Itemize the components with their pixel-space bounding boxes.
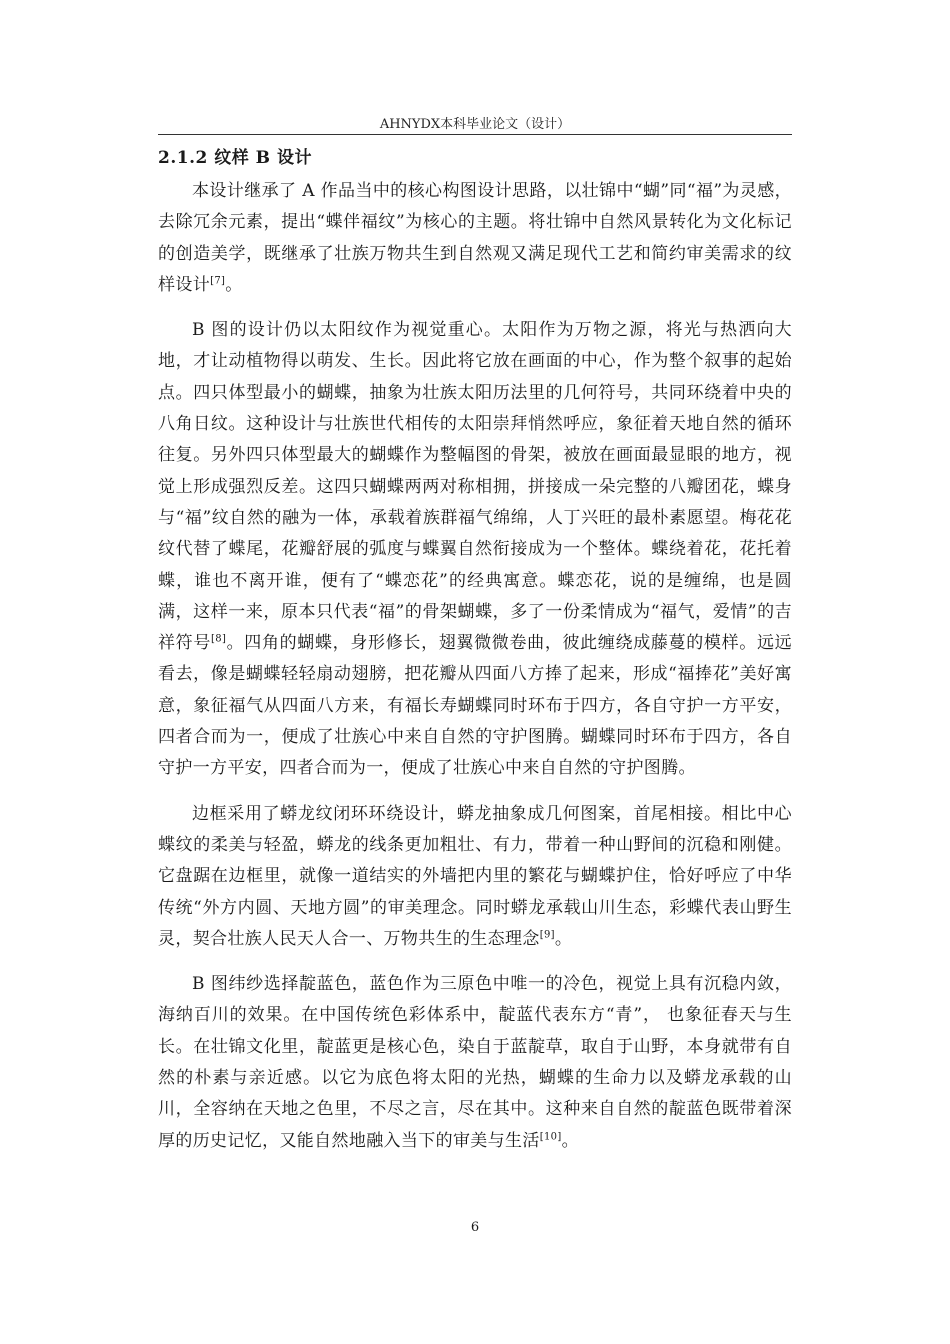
citation: [9] bbox=[539, 929, 555, 941]
paragraph-4 bbox=[158, 969, 792, 1157]
body-text bbox=[158, 176, 792, 1171]
paragraph-3 bbox=[158, 799, 792, 955]
header-rule bbox=[158, 134, 792, 135]
paragraph-text: 边框采用了蟒龙纹闭环环绕设计，蟒龙抽象成几何图案，首尾相接。相比中心蝶纹的柔美与轻盈，蟒龙的线条更加粗壮、有力，带着一种山野间的沉稳和刚健。它盘踞在边框里，就像一道结实的外墙把内里的繁花与蝴蝶护住，恰好呼应了中华传统“外方内圆、天地方圆”的审美理念。同时蟒龙承载山川生态，彩蝶代表山野生灵，契合壮族人民天人合一、万物共生的生态理念 bbox=[158, 803, 792, 949]
paragraph-tail: 。 bbox=[225, 274, 243, 295]
paragraph-tail: 。 bbox=[561, 1130, 579, 1151]
paragraph-2 bbox=[158, 315, 792, 784]
paragraph-tail: 。四角的蝴蝶，身形修长，翅翼微微卷曲，彼此缠绕成藤蔓的模样。远远看去，像是蝴蝶轻轻扇动翅膀，把花瓣从四面八方捧了起来，形成“福捧花”美好寓意，象征福气从四面八方来，有福长寿蝴蝶同时环布于四方，各自守护一方平安，四者合而为一，便成了壮族心中来自自然的守护图腾。蝴蝶同时环布于四方，各自守护一方平安，四者合而为一，便成了壮族心中来自自然的守护图腾。 bbox=[158, 633, 792, 779]
paragraph-text: 本设计继承了 A 作品当中的核心构图设计思路，以壮锦中“蝴”同“福”为灵感，去除冗余元素，提出“蝶伴福纹”为核心的主题。将壮锦中自然风景转化为文化标记的创造美学，既继承了壮族万物共生到自然观又满足现代工艺和简约审美需求的纹样设计 bbox=[158, 181, 792, 295]
paragraph-tail: 。 bbox=[554, 928, 573, 949]
page-number: 6 bbox=[470, 1220, 480, 1235]
paragraph-1 bbox=[158, 176, 792, 301]
citation: [10] bbox=[539, 1130, 562, 1142]
paragraph-text: B 图的设计仍以太阳纹作为视觉重心。太阳作为万物之源，将光与热洒向大地，才让动植物得以萌发、生长。因此将它放在画面的中心，作为整个叙事的起始点。四只体型最小的蝴蝶，抽象为壮族太阳历法里的几何符号，共同环绕着中央的八角日纹。这种设计与壮族世代相传的太阳崇拜悄然呼应，象征着天地自然的循环往复。另外四只体型最大的蝴蝶作为整幅图的骨架，被放在画面最显眼的地方，视觉上形成强烈反差。这四只蝴蝶两两对称相拥，拼接成一朵完整的八瓣团花，蝶身与“福”纹自然的融为一体，承载着族群福气绵绵，人丁兴旺的最朴素愿望。梅花花纹代替了蝶尾，花瓣舒展的弧度与蝶翼自然衔接成为一个整体。蝶绕着花，花托着蝶，谁也不离开谁，便有了“蝶恋花”的经典寓意。蝶恋花，说的是缠绵，也是圆满，这样一来，原本只代表“福”的骨架蝴蝶，多了一份柔情成为“福气，爱情”的吉祥符号 bbox=[158, 320, 792, 654]
citation: [7] bbox=[210, 275, 226, 287]
section-title: 2.1.2 纹样 B 设计 bbox=[158, 148, 312, 168]
running-header: AHNYDX本科毕业论文（设计） bbox=[379, 117, 571, 132]
paragraph-text: B 图纬纱选择靛蓝色，蓝色作为三原色中唯一的冷色，视觉上具有沉稳内敛，海纳百川的效果。在中国传统色彩体系中，靛蓝代表东方“青”， 也象征春天与生长。在壮锦文化里，靛蓝更是核心色，染自于蓝靛草，取自于山野，本身就带有自然的朴素与亲近感。以它为底色将太阳的光热，蝴蝶的生命力以及蟒龙承载的山川，全容纳在天地之色里，不尽之言，尽在其中。这种来自自然的靛蓝色既带着深厚的历史记忆，又能自然地融入当下的审美与生活 bbox=[158, 974, 792, 1151]
citation: [8] bbox=[211, 633, 227, 645]
